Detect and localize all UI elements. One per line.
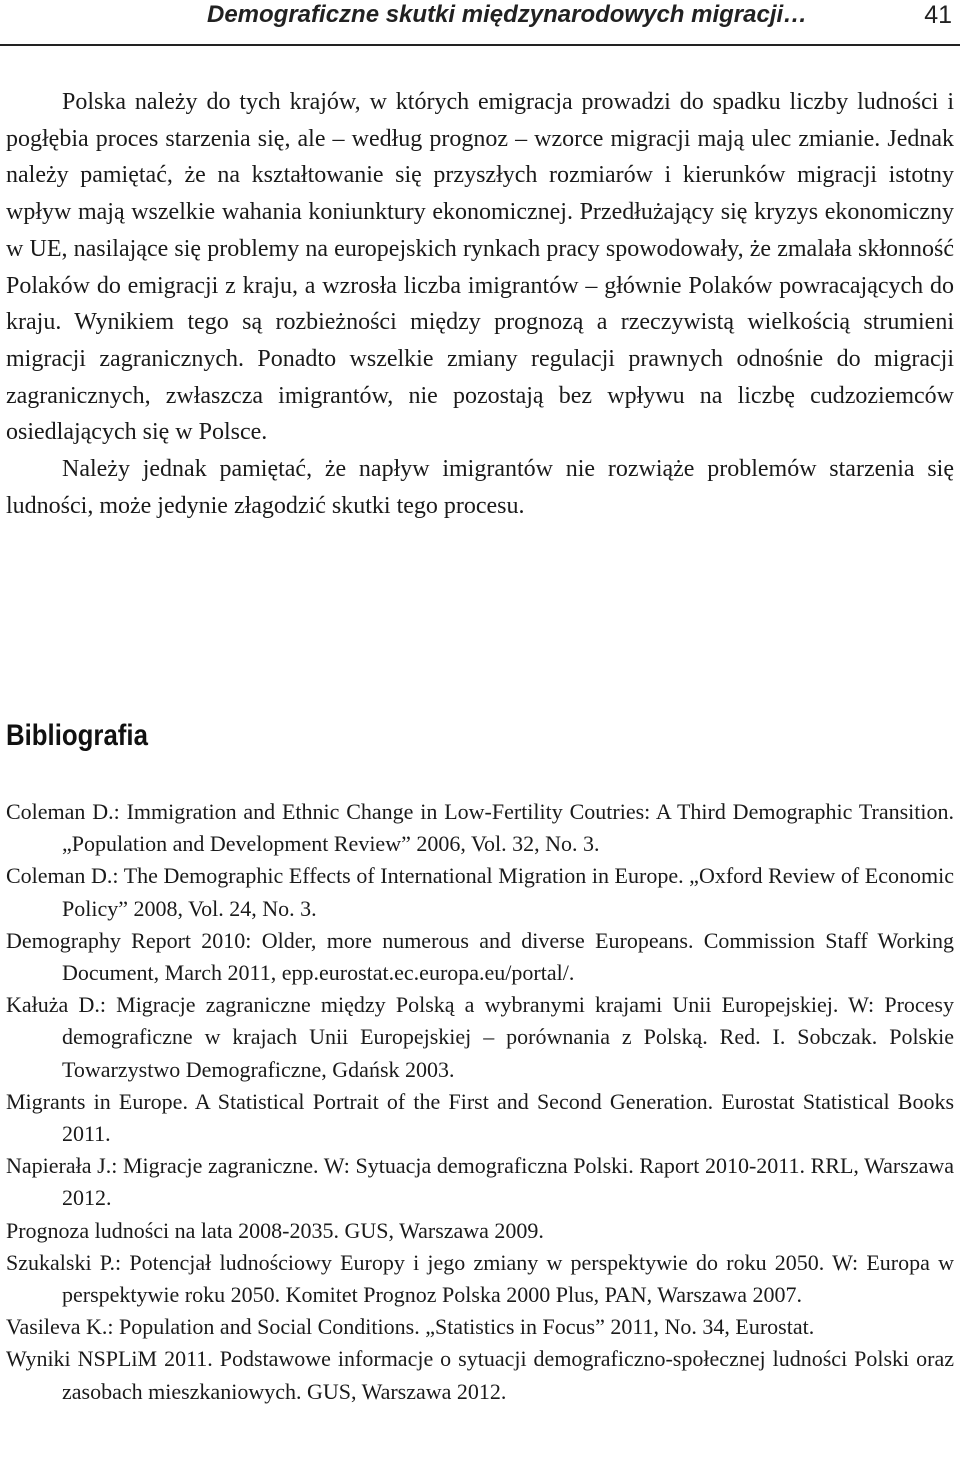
body-text	[6, 84, 954, 524]
bibliography-list	[6, 796, 954, 1408]
bibliography-entry: Wyniki NSPLiM 2011. Podstawowe informacje o sytuacji demograficzno-społecznej ludności Polski oraz zasobach mieszkaniowych. GUS, Warszawa 2012.	[6, 1346, 954, 1404]
page-number: 41	[924, 1, 952, 29]
bibliography-entry: Demography Report 2010: Older, more numerous and diverse Europeans. Commission Staff Working Document, March 2011, epp.eurostat.ec.europa.eu/portal/.	[6, 927, 954, 986]
bibliography-entry: Kałuża D.: Migracje zagraniczne między Polską a wybranymi krajami Unii Europejskiej. W: Procesy demograficzne w krajach Unii Europejskiej – porównania z Polską. Red. I. Sobczak. Polskie Towarzystwo Demograficzne, Gdańsk 2003.	[6, 992, 954, 1082]
bibliography-entry: Napierała J.: Migracje zagraniczne. W: Sytuacja demograficzna Polski. Raport 2010-2011. RRL, Warszawa 2012.	[6, 1153, 954, 1211]
paragraph: Polska należy do tych krajów, w których emigracja prowadzi do spadku liczby ludności i pogłębia proces starzenia się, ale – według prognoz – wzorce migracji mają ulec zmianie. Jednak należy pamiętać, że na kształtowanie się przyszłych rozmiarów i kierunków migracji istotny wpływ mają wszelkie wahania koniunktury ekonomicznej. Przedłużający się kryzys ekonomiczny w UE, nasilające się problemy na europejskich rynkach pracy spowodowały, że zmalała skłonność Polaków do emigracji z kraju, a wzrosła liczba imigrantów – głównie Polaków powracających do kraju. Wynikiem tego są rozbieżności między prognozą a rzeczywistą wielkością strumieni migracji zagranicznych. Ponadto wszelkie zmiany regulacji prawnych odnośnie do migracji zagranicznych, zwłaszcza imigrantów, nie pozostają bez wpływu na liczbę cudzoziemców osiedlających się w Polsce.	[6, 89, 954, 446]
bibliography-entry: Szukalski P.: Potencjał ludnościowy Europy i jego zmiany w perspektywie do roku 2050. W: Europa w perspektywie roku 2050. Komitet Prognoz Polska 2000 Plus, PAN, Warszawa 2007.	[6, 1249, 954, 1308]
running-title: Demograficzne skutki międzynarodowych migracji…	[207, 1, 808, 28]
bibliography-entry: Coleman D.: Immigration and Ethnic Change in Low-Fertility Coutries: A Third Demographic Transition. „Population and Development Review” 2006, Vol. 32, No. 3.	[6, 799, 954, 857]
bibliography-entry: Vasileva K.: Population and Social Conditions. „Statistics in Focus” 2011, No. 34, Eurostat.	[6, 1314, 815, 1340]
bibliography-entry: Migrants in Europe. A Statistical Portrait of the First and Second Generation. Eurostat Statistical Books 2011.	[6, 1088, 954, 1147]
paragraph: Należy jednak pamiętać, że napływ imigrantów nie rozwiąże problemów starzenia się ludności, może jedynie złagodzić skutki tego procesu.	[6, 456, 954, 519]
bibliography-heading: Bibliografia	[6, 719, 148, 752]
bibliography-entry: Prognoza ludności na lata 2008-2035. GUS, Warszawa 2009.	[6, 1217, 544, 1243]
page-header	[0, 0, 960, 46]
bibliography-entry: Coleman D.: The Demographic Effects of International Migration in Europe. „Oxford Review of Economic Policy” 2008, Vol. 24, No. 3.	[6, 863, 954, 921]
